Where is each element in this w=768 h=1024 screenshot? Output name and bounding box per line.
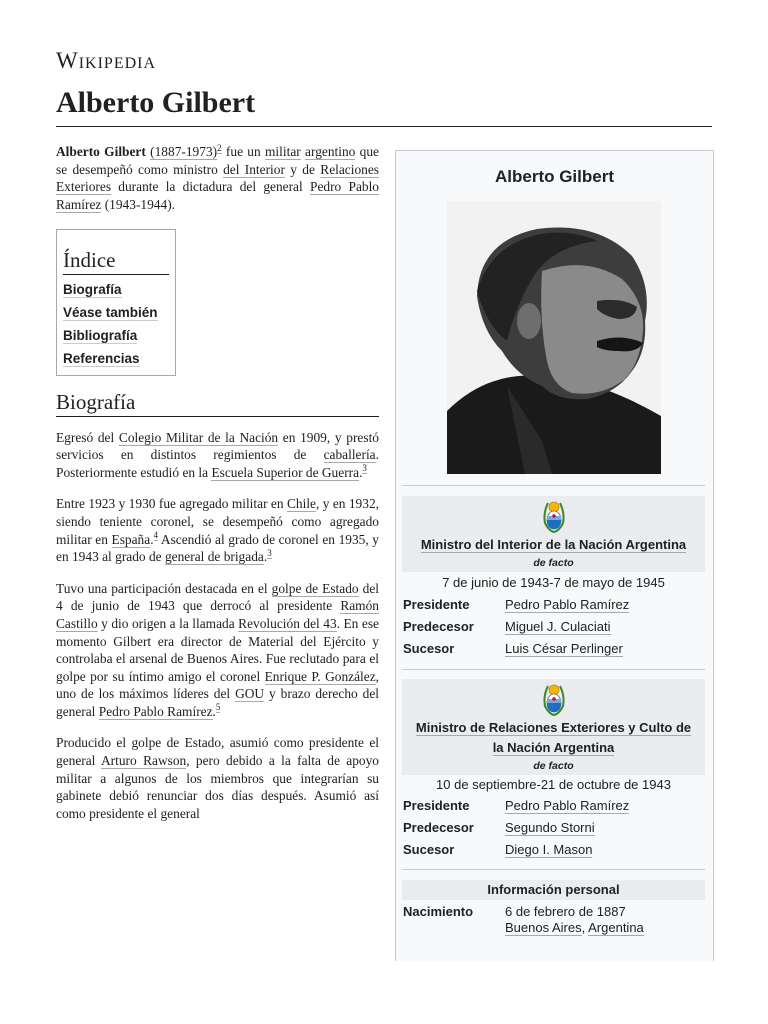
bio-paragraph-3 xyxy=(56,580,379,721)
text: y dio origen a la llamada xyxy=(97,615,239,631)
text: , y en 1932, siendo teniente coronel, se desempeñó como agregado militar en xyxy=(56,496,379,547)
text: y de xyxy=(284,161,321,177)
text: Egresó del xyxy=(56,429,119,445)
infobox-divider xyxy=(402,869,705,870)
text: . Posteriormente estudió en la xyxy=(56,447,379,480)
toc-item-label: Bibliografía xyxy=(63,327,138,343)
link-argentino[interactable]: argentino xyxy=(305,144,356,159)
separator: , xyxy=(581,920,589,935)
text: Entre 1923 y 1930 fue agregado militar en xyxy=(56,496,287,512)
subject-name: Alberto Gilbert xyxy=(56,144,146,159)
argentina-coat-of-arms-icon[interactable] xyxy=(541,682,567,716)
infobox-divider xyxy=(402,669,705,670)
article-body xyxy=(56,143,379,836)
link-arturo-rawson[interactable]: Arturo Rawson xyxy=(101,753,187,769)
text: . xyxy=(212,703,216,719)
bio-paragraph-2 xyxy=(56,495,379,565)
office-header-interior xyxy=(402,496,705,572)
ref-link[interactable]: 2 xyxy=(217,142,222,153)
birth-date: 6 de febrero de 1887 xyxy=(505,904,626,919)
link-militar[interactable]: militar xyxy=(265,144,301,159)
text: Tuvo una participación destacada en el xyxy=(56,580,272,596)
text: , pero debido a la falta de apoyo militar a algunos de los miembros que integrarían su gabinete debió renunciar dos días después. Asumió así como presidente el general xyxy=(56,753,379,821)
office-title-link[interactable]: la Nación Argentina xyxy=(492,740,615,755)
link-interior[interactable]: del Interior xyxy=(223,161,285,177)
de-facto-label: de facto xyxy=(533,760,574,772)
logo-text: Wikipedia xyxy=(56,48,157,73)
ref-link[interactable]: 5 xyxy=(215,702,221,713)
row-value-link[interactable]: Diego I. Mason xyxy=(505,842,593,857)
toc-item-vease[interactable] xyxy=(63,304,169,321)
text: que se desempeñó como ministro xyxy=(56,144,379,177)
infobox-row-birth xyxy=(403,904,703,938)
link-enrique-gonzalez[interactable]: Enrique P. González xyxy=(264,668,376,684)
ref-link[interactable]: 3 xyxy=(362,463,367,474)
row-label: Presidente xyxy=(403,597,470,612)
infobox xyxy=(395,150,714,961)
toc-item-label: Véase también xyxy=(63,304,158,320)
link-ramirez[interactable]: Pedro Pablo Ramírez xyxy=(56,179,380,212)
toc-title: Índice xyxy=(63,252,169,275)
link-golpe-estado[interactable]: golpe de Estado xyxy=(271,580,359,596)
office-title-link[interactable]: Ministro del Interior de la Nación Argentina xyxy=(420,537,687,552)
birth-city-link[interactable]: Buenos Aires xyxy=(505,920,582,935)
link-ramirez-2[interactable]: Pedro Pablo Ramírez xyxy=(98,703,213,719)
row-value-link[interactable]: Pedro Pablo Ramírez xyxy=(505,597,630,612)
row-label: Sucesor xyxy=(403,641,455,656)
link-gou[interactable]: GOU xyxy=(235,686,265,702)
text: y brazo derecho del general xyxy=(56,686,379,719)
argentina-coat-of-arms-icon[interactable] xyxy=(541,499,567,533)
link-chile[interactable]: Chile xyxy=(286,496,316,512)
link-caballeria[interactable]: caballería xyxy=(323,447,376,463)
text: en 1909, y prestó servicios en distintos regimientos de xyxy=(56,429,379,463)
text: (1943-1944). xyxy=(101,196,175,212)
bio-paragraph-1 xyxy=(56,429,379,482)
row-value-link[interactable]: Pedro Pablo Ramírez xyxy=(505,798,630,813)
ref-link[interactable]: 4 xyxy=(153,530,159,541)
section-heading-biografia: Biografía xyxy=(56,394,379,417)
text: . xyxy=(263,549,268,565)
office-dates: 10 de septiembre-21 de octubre de 1943 xyxy=(436,777,671,792)
toc-item-label: Referencias xyxy=(63,350,140,366)
infobox-divider xyxy=(402,485,705,486)
link-colegio-militar[interactable]: Colegio Militar de la Nación xyxy=(118,429,279,445)
title-divider xyxy=(56,126,712,127)
page-title: Alberto Gilbert xyxy=(56,86,256,119)
office-header-exteriores xyxy=(402,679,705,775)
text: Ascendió al grado de coronel en 1935, y en 1943 al grado de xyxy=(56,531,379,565)
portrait-photo[interactable] xyxy=(447,201,661,474)
row-value-link[interactable]: Segundo Storni xyxy=(505,820,595,835)
row-value-link[interactable]: Luis César Perlinger xyxy=(505,641,623,656)
text: Producido el golpe de Estado, asumió como presidente el general xyxy=(56,735,379,769)
de-facto-label: de facto xyxy=(533,557,574,569)
text: durante la dictadura del general xyxy=(111,179,310,195)
link-relaciones[interactable]: Relaciones Exteriores xyxy=(56,161,380,195)
birth-country-link[interactable]: Argentina xyxy=(588,920,644,935)
link-revolucion-43[interactable]: Revolución del 43 xyxy=(238,615,337,631)
office-dates: 7 de junio de 1943-7 de mayo de 1945 xyxy=(442,575,665,590)
row-value-link[interactable]: Miguel J. Culaciati xyxy=(505,619,611,634)
years-link[interactable]: (1887-1973) xyxy=(150,144,218,159)
table-of-contents xyxy=(56,229,176,376)
link-ramon-castillo[interactable]: Ramón Castillo xyxy=(56,598,379,631)
wikipedia-logo[interactable] xyxy=(56,48,156,74)
row-label: Predecesor xyxy=(403,820,474,835)
link-escuela-guerra[interactable]: Escuela Superior de Guerra xyxy=(211,464,360,480)
row-label: Predecesor xyxy=(403,619,474,634)
row-label: Sucesor xyxy=(403,842,455,857)
text: . En ese momento Gilbert era director de Material del Ejército y controlaba el arsenal de Buenos Aires. Fue reclutado para el golpe por su íntimo amigo el coronel xyxy=(56,615,379,684)
link-espana[interactable]: España xyxy=(111,531,151,547)
toc-item-label: Biografía xyxy=(63,281,122,297)
row-label: Nacimiento xyxy=(403,904,474,919)
toc-item-biografia[interactable] xyxy=(63,281,169,298)
personal-info-title: Información personal xyxy=(487,882,620,897)
text: , uno de los máximos líderes del xyxy=(56,668,379,702)
link-general-brigada[interactable]: general de brigada xyxy=(164,549,264,565)
intro-paragraph xyxy=(56,143,379,213)
text: . xyxy=(359,464,363,480)
row-label: Presidente xyxy=(403,798,470,813)
infobox-title: Alberto Gilbert xyxy=(494,167,614,186)
bio-paragraph-4 xyxy=(56,734,379,822)
text: del 4 de junio de 1943 que derrocó al presidente xyxy=(56,580,380,614)
text: . xyxy=(150,531,154,547)
ref-link[interactable]: 3 xyxy=(267,547,272,558)
personal-info-header xyxy=(402,880,705,900)
toc-item-referencias[interactable] xyxy=(63,350,169,367)
toc-item-bibliografia[interactable] xyxy=(63,327,169,344)
text: fue un xyxy=(221,144,266,159)
office-title-link[interactable]: Ministro de Relaciones Exteriores y Culto de xyxy=(415,720,692,735)
